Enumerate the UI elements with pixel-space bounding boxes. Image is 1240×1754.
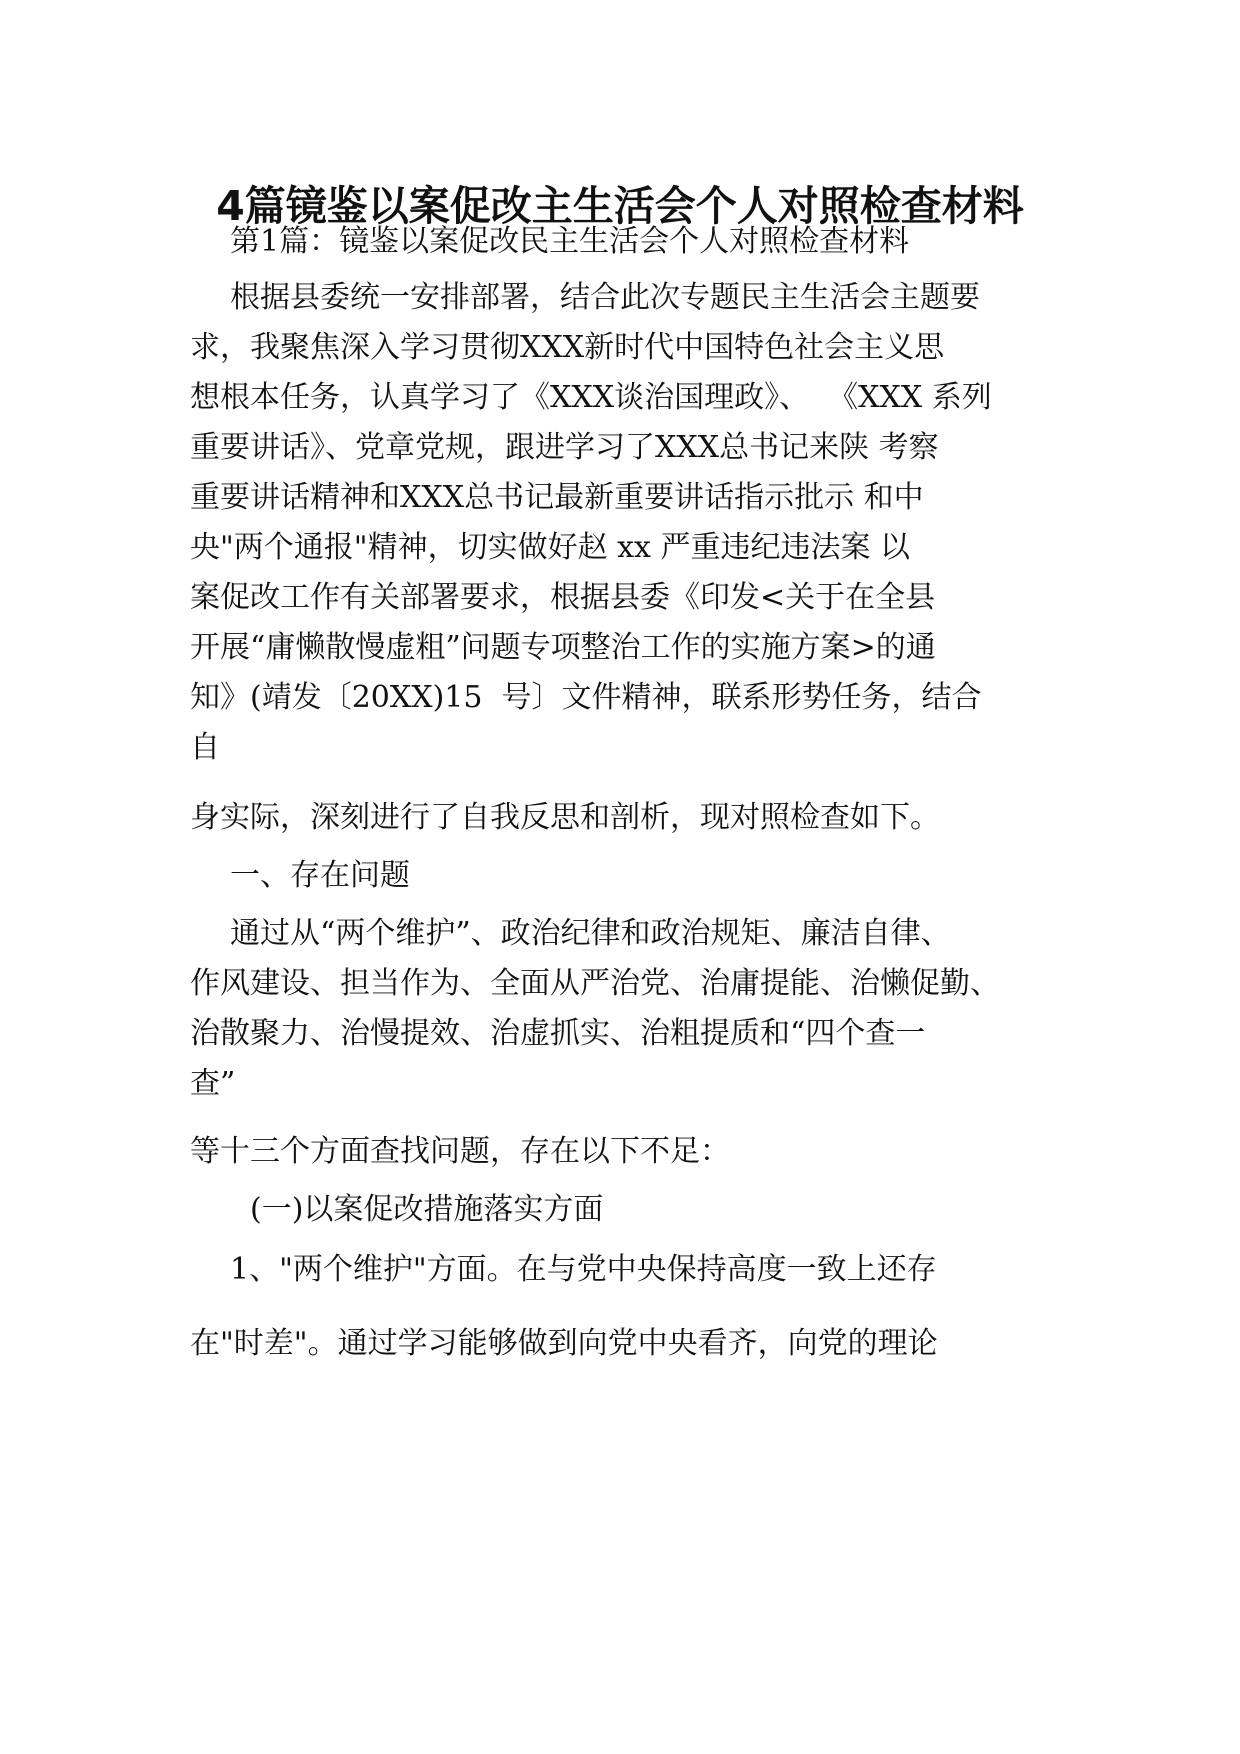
- paragraph-line: 身实际，深刻进行了自我反思和剖析，现对照检查如下。: [190, 800, 940, 835]
- paragraph-line: 在"时差"。通过学习能够做到向党中央看齐，向党的理论: [190, 1326, 938, 1361]
- paragraph-line: 开展“庸懒散慢虚粗”问题专项整治工作的实施方案>的通: [190, 630, 936, 665]
- paragraph-line: 治散聚力、治慢提效、治虚抓实、治粗提质和“四个查一: [190, 1016, 926, 1051]
- paragraph-line: 查”: [190, 1066, 236, 1101]
- paragraph-line: 求，我聚焦深入学习贯彻XXX新时代中国特色社会主义思: [190, 330, 945, 365]
- document-title: 4篇镜鉴以案促改主生活会个人对照检查材料: [216, 182, 1024, 230]
- subsection-heading: (一)以案促改措施落实方面: [250, 1192, 604, 1227]
- paragraph-line: 根据县委统一安排部署，结合此次专题民主生活会主题要: [230, 280, 980, 315]
- section-heading: 一、存在问题: [230, 858, 410, 893]
- paragraph-line: 1、"两个维护"方面。在与党中央保持高度一致上还存: [230, 1252, 937, 1287]
- paragraph-line: 重要讲话精神和XXX总书记最新重要讲话指示批示 和中: [190, 480, 924, 515]
- paragraph-line: 等十三个方面查找问题，存在以下不足：: [190, 1134, 730, 1169]
- paragraph-line: 自: [190, 730, 220, 765]
- paragraph-line: 通过从“两个维护”、政治纪律和政治规矩、廉洁自律、: [230, 916, 951, 951]
- document-subtitle: 第1篇：镜鉴以案促改民主生活会个人对照检查材料: [230, 224, 910, 259]
- paragraph-line: 知》(靖发〔20XX)15 号〕文件精神，联系形势任务，结合: [190, 680, 982, 715]
- paragraph-line: 作风建设、担当作为、全面从严治党、治庸提能、治懒促勤、: [190, 966, 1000, 1001]
- paragraph-line: 重要讲话》、党章党规，跟进学习了XXX总书记来陕 考察: [190, 430, 939, 465]
- paragraph-line: 央"两个通报"精神，切实做好赵 xx 严重违纪违法案 以: [190, 530, 911, 565]
- paragraph-line: 想根本任务，认真学习了《XXX谈治国理政》、 《XXX 系列: [190, 380, 992, 415]
- paragraph-line: 案促改工作有关部署要求，根据县委《印发<关于在全县: [190, 580, 936, 615]
